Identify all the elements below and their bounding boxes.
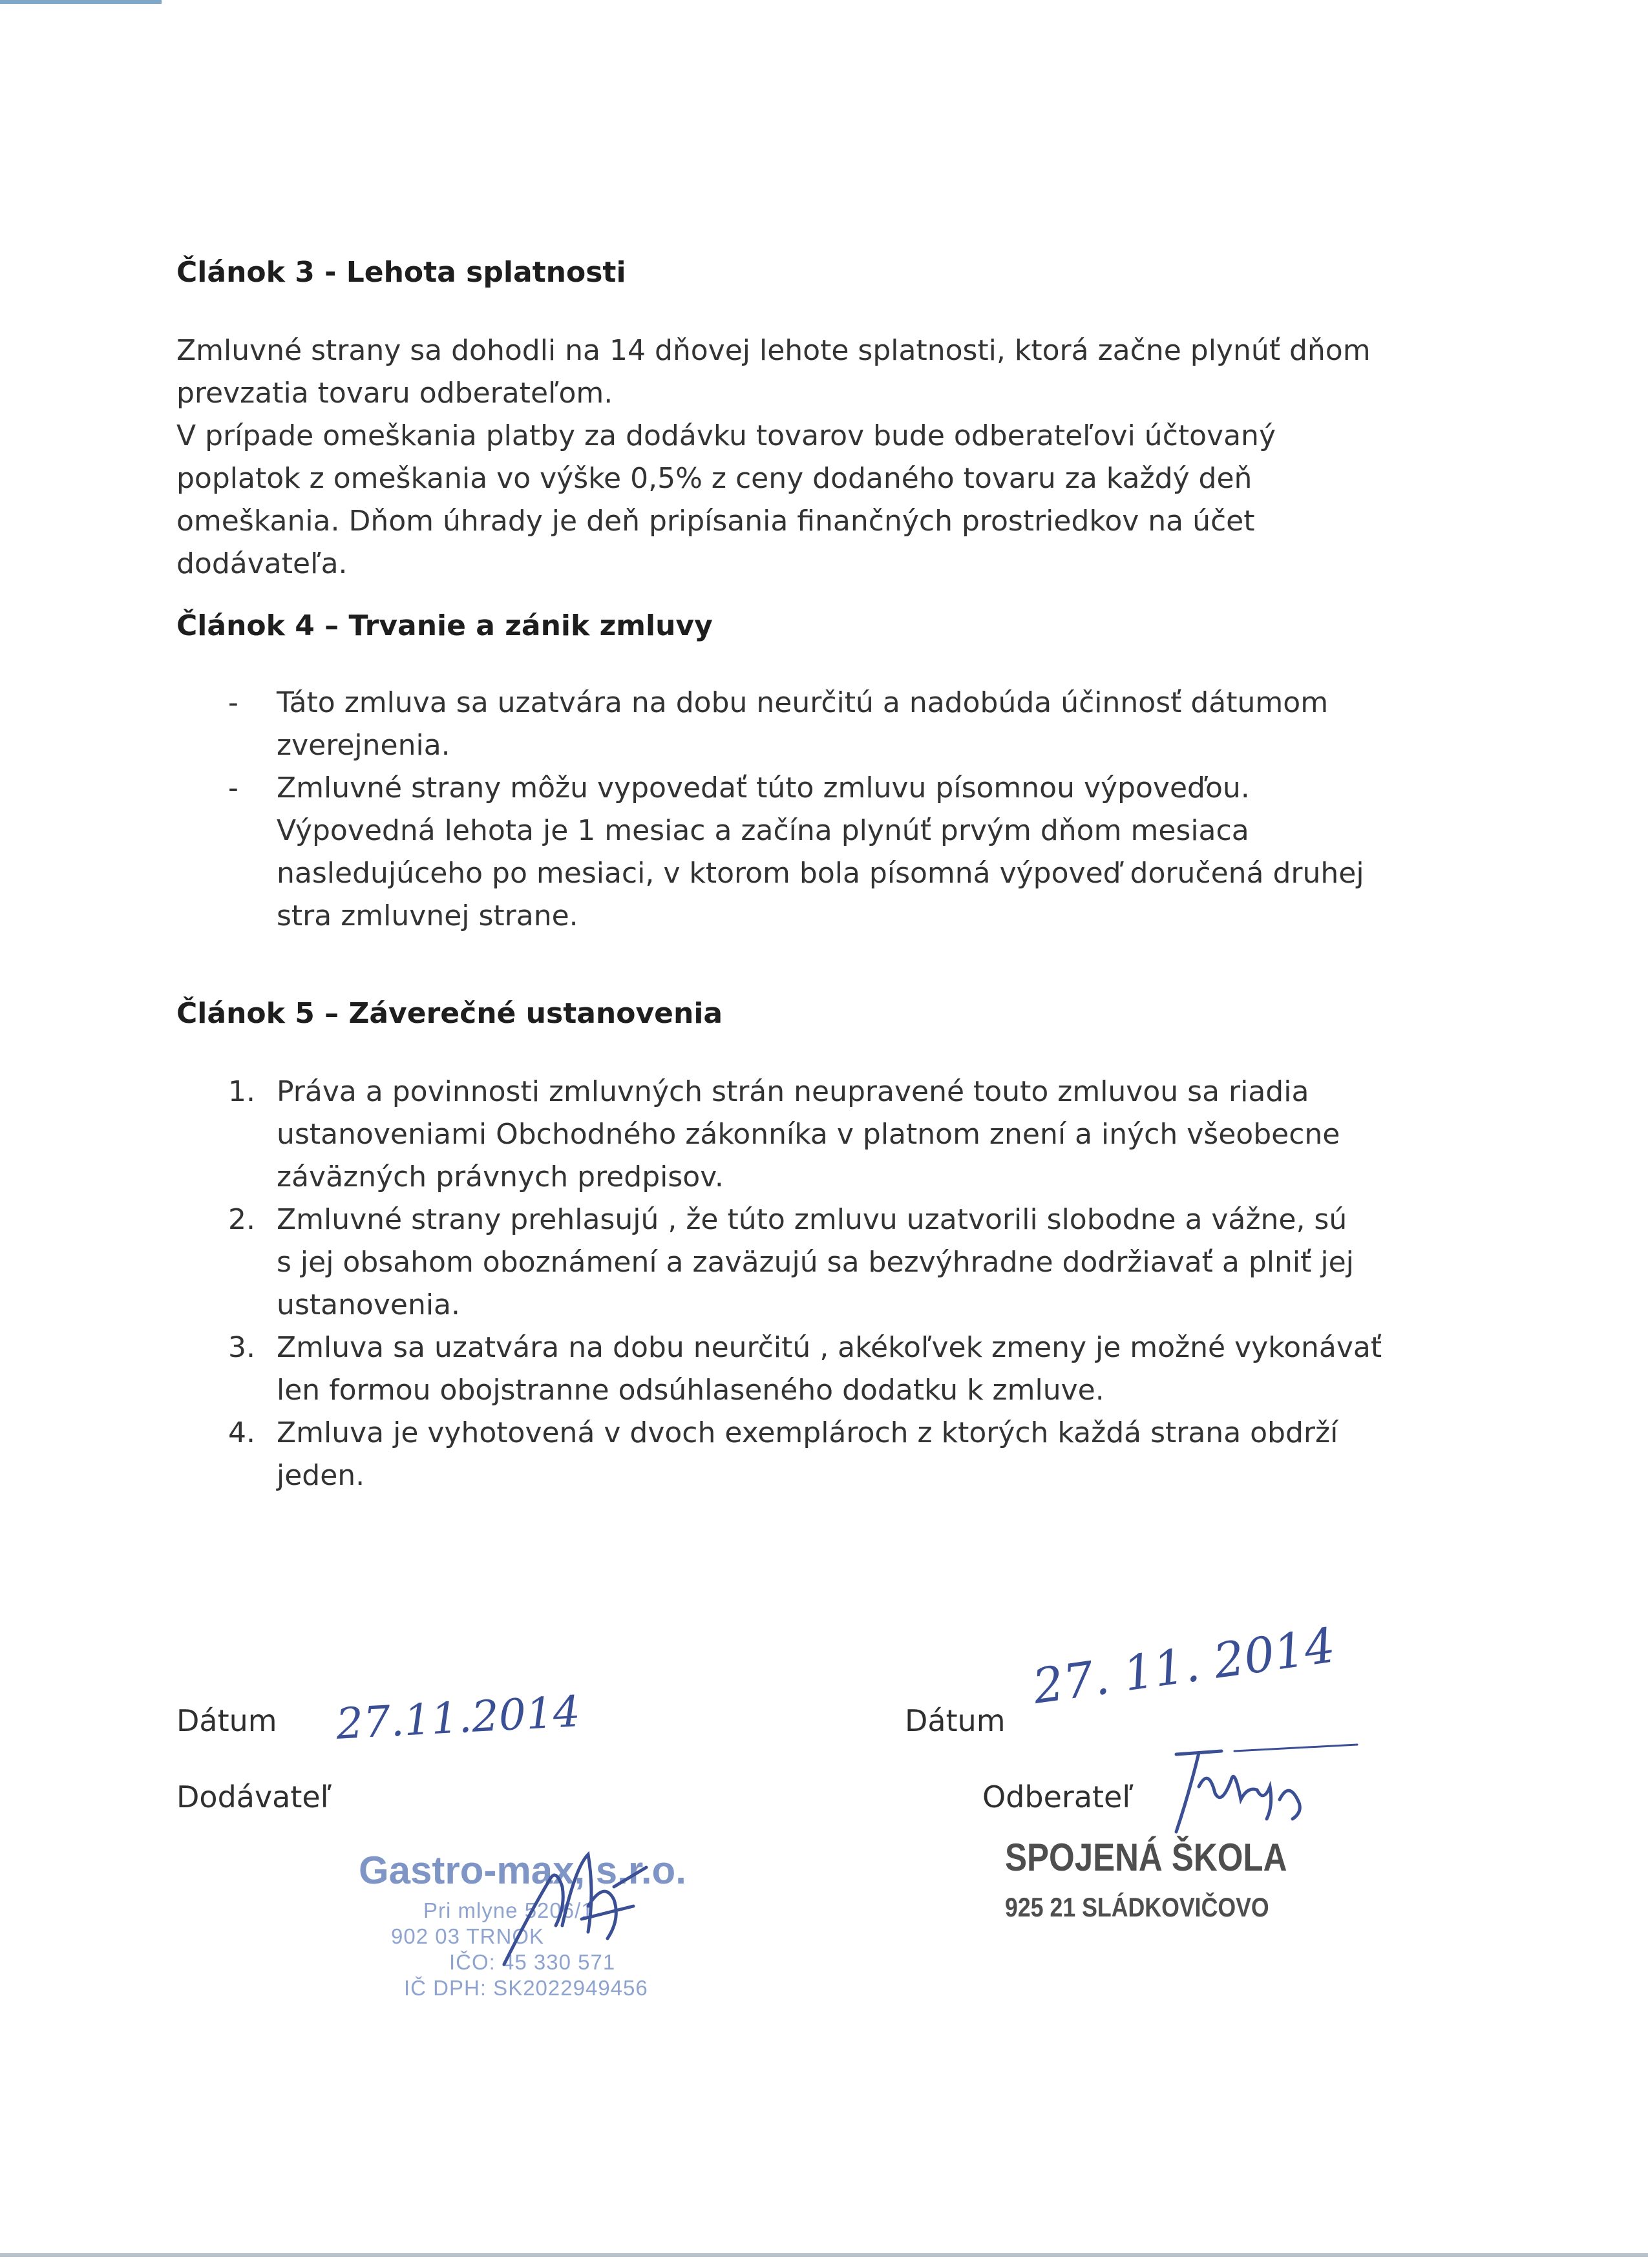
list-item [176,1327,1382,1412]
list-item-line: jeden. [277,1459,365,1492]
article-3-heading: Článok 3 - Lehota splatnosti [176,256,626,289]
list-marker: 4. [228,1416,255,1449]
list-item-line: Výpovedná lehota je 1 mesiac a začína plynúť prvým dňom mesiaca [277,814,1249,847]
article-3-body [176,330,1371,585]
stamp-ic-dph: IČ DPH: SK2022949456 [404,1976,648,2000]
customer-date-value: 27. 11. 2014 [1030,1617,1339,1715]
list-marker: 2. [228,1203,255,1236]
stamp-school-name: SPOJENÁ ŠKOLA [1005,1836,1287,1879]
stamp-street: Pri mlyne 5206/1 [423,1898,594,1922]
supplier-date-value: 27.11.2014 [335,1686,582,1749]
list-item-line: Zmluva je vyhotovená v dvoch exemplároch z ktorých každá strana obdrží [277,1416,1338,1449]
list-item [176,1412,1382,1497]
article-4-list [176,682,1364,938]
customer-date-label: Dátum [905,1703,1006,1738]
article-3-line: dodávateľa. [176,547,348,580]
list-item-line: nasledujúceho po mesiaci, v ktorom bola písomná výpoveď doručená druhej [277,857,1364,890]
list-item [176,1071,1382,1199]
list-item [176,1199,1382,1327]
list-item-line: s jej obsahom oboznámení a zaväzujú sa bezvýhradne dodržiavať a plniť jej [277,1246,1354,1279]
supplier-signature [491,1829,659,1977]
list-item [176,682,1364,767]
list-item-line: len formou obojstranne odsúhlaseného dodatku k zmluve. [277,1374,1104,1407]
supplier-date-label: Dátum [176,1703,277,1738]
list-marker: 3. [228,1331,255,1364]
customer-party-label: Odberateľ [982,1780,1134,1814]
list-item-line: zverejnenia. [277,729,450,762]
list-item-line: ustanoveniami Obchodného zákonníka v platnom znení a iných všeobecne [277,1118,1340,1151]
supplier-party-label: Dodávateľ [176,1780,332,1814]
list-marker: - [228,772,238,804]
stamp-company-name: Gastro-max, s.r.o. [359,1849,686,1892]
list-item-line: Zmluvné strany prehlasujú , že túto zmluvu uzatvorili slobodne a vážne, sú [277,1203,1347,1236]
list-item-line: Práva a povinnosti zmluvných strán neupravené touto zmluvou sa riadia [277,1075,1309,1108]
list-item-line: Zmluva sa uzatvára na dobu neurčitú , akékoľvek zmeny je možné vykonávať [277,1331,1382,1364]
list-item-line: stra zmluvnej strane. [277,899,578,932]
article-4-heading: Článok 4 – Trvanie a zánik zmluvy [176,609,713,642]
customer-signature [1137,1741,1370,1838]
list-marker: 1. [228,1075,255,1108]
stamp-ico: IČO: 45 330 571 [449,1950,616,1974]
article-3-line: omeškania. Dňom úhrady je deň pripísania finančných prostriedkov na účet [176,505,1255,538]
list-item-line: Zmluvné strany môžu vypovedať túto zmluvu písomnou výpoveďou. [277,772,1250,804]
article-3-line: V prípade omeškania platby za dodávku tovarov bude odberateľovi účtovaný [176,419,1276,452]
stamp-city: 902 03 TRNOK [391,1924,545,1948]
list-item [176,767,1364,938]
list-marker: - [228,686,238,719]
article-5-heading: Článok 5 – Záverečné ustanovenia [176,997,723,1030]
scan-edge-top [0,0,162,4]
list-item-line: záväzných právnych predpisov. [277,1160,724,1193]
article-3-line: poplatok z omeškania vo výške 0,5% z ceny dodaného tovaru za každý deň [176,462,1252,495]
list-item-line: ustanovenia. [277,1288,461,1321]
stamp-school-city: 925 21 SLÁDKOVIČOVO [1005,1892,1269,1922]
scan-edge-bottom [0,2253,1648,2257]
article-5-list [176,1071,1382,1497]
article-3-line: prevzatia tovaru odberateľom. [176,377,613,410]
article-3-line: Zmluvné strany sa dohodli na 14 dňovej lehote splatnosti, ktorá začne plynúť dňom [176,334,1371,367]
list-item-line: Táto zmluva sa uzatvára na dobu neurčitú a nadobúda účinnosť dátumom [277,686,1329,719]
